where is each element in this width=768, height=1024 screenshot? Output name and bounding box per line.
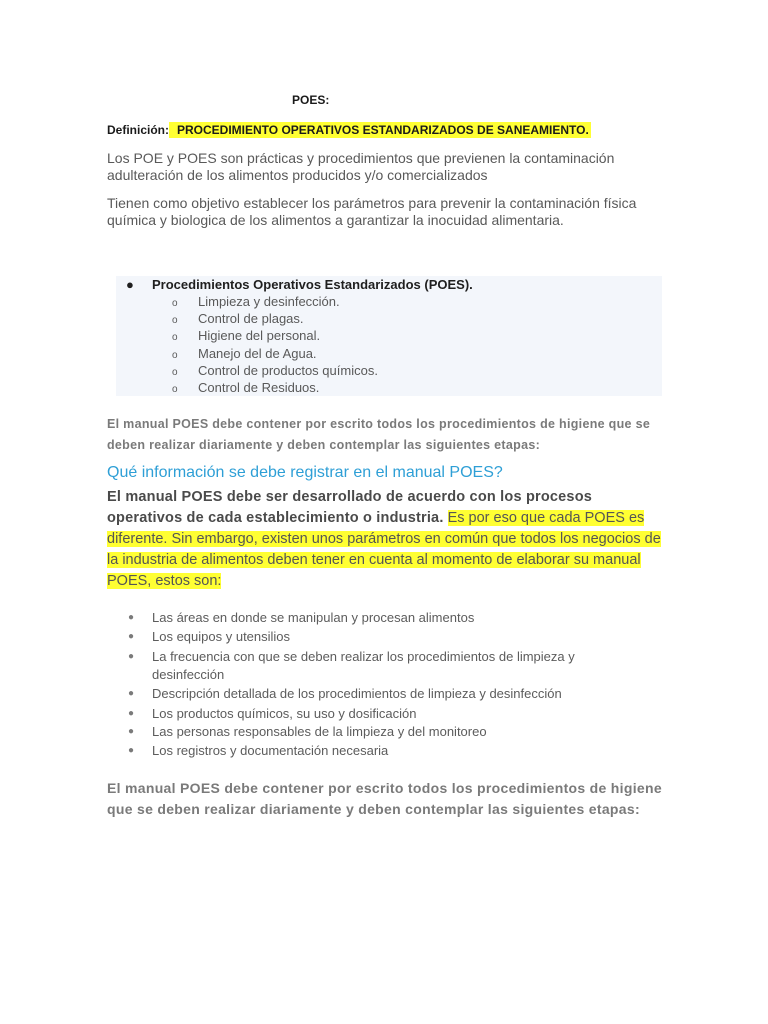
list-item [128,609,648,627]
manual-description-bold: El manual POES debe ser desarrollado de acuerdo con los procesos operativos de cada establecimiento o industria. [107,489,593,526]
manual-description-highlight: Es por eso que cada POES es diferente. Sin embargo, existen unos parámetros en común que todos los negocios de la industria de alimentos deben tener en cuenta al momento de elaborar su manual POES, estos son: [107,510,661,589]
bullet-icon: ● [128,726,135,737]
circle-bullet-icon: o [172,315,178,326]
circle-bullet-icon: o [172,298,178,309]
poes-list-heading-text: Procedimientos Operativos Estandarizados (POES). [152,277,473,292]
list-item [128,705,648,723]
poes-list-item [172,363,378,378]
list-item [128,648,648,684]
poes-list-item [172,294,340,309]
bullet-icon: ● [128,612,135,623]
intro-paragraph: Los POE y POES son prácticas y procedimientos que previenen la contaminación adulteración de los alimentos producidos y/o comercializados [107,150,615,183]
poes-list-item [172,346,317,361]
definition-line [107,123,591,137]
section-heading: Qué información se debe registrar en el manual POES? [107,464,503,481]
list-item-text: Los registros y documentación necesaria [152,743,389,758]
definition-label: Definición: [107,123,169,137]
circle-bullet-icon: o [172,350,178,361]
list-item-text: Control de productos químicos. [198,363,378,378]
poes-list-item [172,380,319,395]
list-item-text: Limpieza y desinfección. [198,294,340,309]
list-item-text: Los equipos y utensilios [152,629,291,644]
list-item-text: Descripción detallada de los procedimientos de limpieza y desinfección [152,686,562,701]
manual-description-paragraph [107,487,667,592]
list-item-text: Control de Residuos. [198,380,320,395]
bullet-icon: ● [128,651,135,662]
poes-list-item [172,328,320,343]
list-item [128,628,648,646]
bullet-icon: ● [128,708,135,719]
poes-list-heading [126,277,473,292]
list-item-text: Control de plagas. [198,311,304,326]
objective-paragraph: Tienen como objetivo establecer los parámetros para prevenir la contaminación física química y biologica de los alimentos a garantizar la inocuidad alimentaria. [107,195,637,228]
list-item-text: Los productos químicos, su uso y dosificación [152,706,417,721]
list-item-text: La frecuencia con que se deben realizar los procedimientos de limpieza y desinfección [152,649,575,682]
list-item-text: Higiene del personal. [198,328,321,343]
list-item-text: Manejo del de Agua. [198,346,317,361]
circle-bullet-icon: o [172,332,178,343]
manual-paragraph-2: El manual POES debe contener por escrito todos los procedimientos de higiene que se deben realizar diariamente y deben contemplar las siguientes etapas: [107,780,662,817]
circle-bullet-icon: o [172,384,178,395]
list-item [128,742,648,760]
bullet-icon: ● [128,745,135,756]
bullet-icon: ● [126,277,134,292]
manual-paragraph-1: El manual POES debe contener por escrito todos los procedimientos de higiene que se deben realizar diariamente y deben contemplar las siguientes etapas: [107,417,651,452]
bullet-icon: ● [128,688,135,699]
poes-list-item [172,311,304,326]
definition-value: PROCEDIMIENTO OPERATIVOS ESTANDARIZADOS DE SANEAMIENTO. [169,122,591,138]
list-item-text: Las áreas en donde se manipulan y procesan alimentos [152,610,475,625]
list-item-text: Las personas responsables de la limpieza y del monitoreo [152,724,487,739]
bullet-icon: ● [128,631,135,642]
document-title: POES: [292,93,330,107]
list-item [128,685,648,703]
circle-bullet-icon: o [172,367,178,378]
list-item [128,723,648,741]
